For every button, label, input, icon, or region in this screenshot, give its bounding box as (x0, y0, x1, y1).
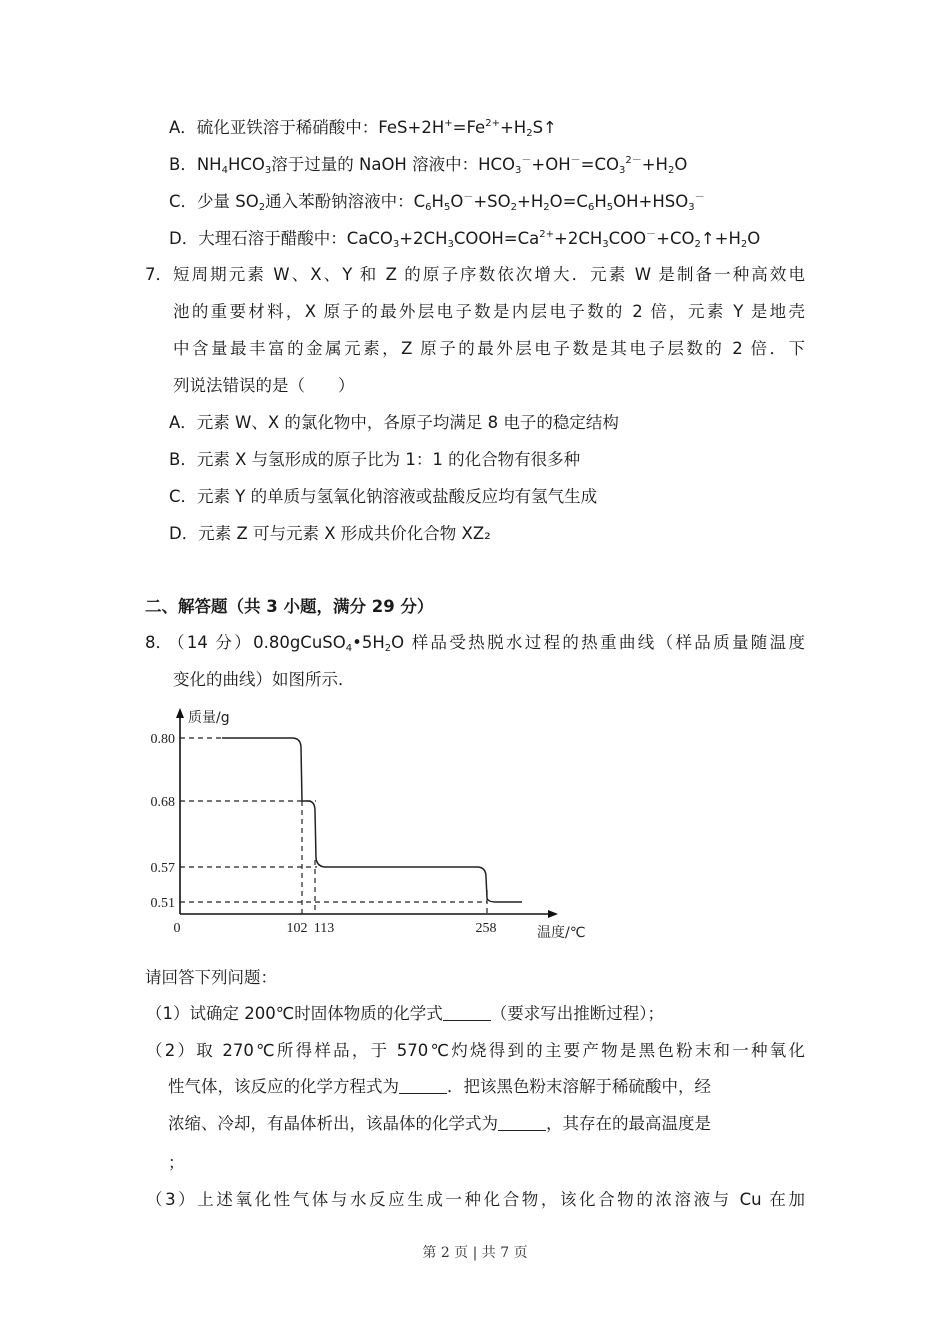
answer-blank[interactable] (443, 1004, 491, 1021)
y-tick-label: 0.68 (150, 795, 175, 810)
option-text: 少量 $SO_2$通入苯酚钠溶液中：$C_6H_5O^-+SO_2+H_2O=C_6H_5OH+HSO_3^-$ (197, 192, 705, 213)
q6-option-d (169, 228, 760, 250)
q8-sub1-after: （要求写出推断过程）； (490, 1004, 665, 1023)
y-tick-label: 0.57 (150, 861, 175, 876)
x-tick-label: 113 (313, 921, 335, 936)
y-axis-arrow-icon (176, 708, 184, 718)
q7-number: 7． (145, 265, 172, 284)
option-text: 元素 W、X 的氯化物中，各原子均满足 8 电子的稳定结构 (196, 413, 619, 432)
option-text: 大理石溶于醋酸中：$CaCO_3+2CH_3COOH=Ca^{2+}+2CH_3COO^-+CO_2↑+H_2O$ (198, 229, 761, 250)
y-tick-label: 0.51 (150, 896, 175, 911)
answer-blank[interactable] (399, 1077, 447, 1094)
option-label: A． (169, 413, 197, 432)
q7-stem-line-1: 短周期元素 W、X、Y 和 Z 的原子序数依次增大．元素 W 是制备一种高效电 (173, 265, 805, 284)
x-axis-label: 温度/℃ (537, 925, 586, 941)
q8-number: 8． (145, 633, 172, 652)
x-tick-label: 102 (286, 921, 308, 936)
q8-sub2-text: 浓缩、冷却，有晶体析出，该晶体的化学式为 (168, 1114, 498, 1133)
q6-option-c (169, 191, 705, 213)
q7-stem-line-2: 池的重要材料，X 原子的最外层电子数是内层电子数的 2 倍，元素 Y 是地壳 (173, 302, 805, 321)
y-tick-label: 0.80 (150, 732, 175, 747)
option-text: 元素 Y 的单质与氢氧化钠溶液或盐酸反应均有氢气生成 (197, 487, 598, 506)
thermogravimetric-chart (140, 700, 600, 950)
q8-sub2-text: ．把该黑色粉末溶解于稀硫酸中，经 (447, 1077, 711, 1096)
option-label: C． (169, 192, 198, 211)
option-text: 元素 X 与氢形成的原子比为 1：1 的化合物有很多种 (196, 450, 581, 469)
option-label: B． (169, 155, 197, 174)
q6-option-b (169, 154, 687, 176)
q8-stem-line-1: （14 分）$0.80gCuSO_4•5H_2O$ 样品受热脱水过程的热重曲线（样品质量随温度 (168, 633, 805, 654)
option-label: D． (169, 524, 199, 543)
q7-stem-line-3: 中含量最丰富的金属元素，Z 原子的最外层电子数是其电子层数的 2 倍．下 (173, 339, 805, 358)
option-text: 硫化亚铁溶于稀硝酸中：$FeS+2H^+=Fe^{2+}+H_2S↑$ (196, 118, 557, 139)
q7-option-b (169, 449, 580, 471)
q8-sub2-line-1: （2）取 270℃所得样品，于 570℃灼烧得到的主要产物是黑色粉末和一种氧化 (146, 1041, 805, 1060)
option-text: 元素 Z 可与元素 X 形成共价化合物 XZ₂ (198, 524, 491, 543)
q8-prompt: 请回答下列问题： (145, 968, 277, 987)
option-text: $NH_4HCO_3$溶于过量的 NaOH 溶液中：$HCO_3^-+OH^-=CO_3^{2-}+H_2O$ (196, 155, 688, 176)
x-tick-label: 258 (475, 921, 497, 936)
q8-sub1-text: （1）试确定 200℃时固体物质的化学式 (146, 1004, 443, 1023)
q7-option-d (169, 523, 491, 545)
q7-option-c (169, 486, 597, 508)
q8-sub2-line-2 (168, 1076, 711, 1098)
option-label: B． (169, 450, 197, 469)
q7-option-a (169, 412, 619, 434)
y-axis-label: 质量/g (188, 710, 230, 726)
mass-curve (222, 738, 522, 902)
q8-sub2-text: ，其存在的最高温度是 (546, 1114, 711, 1133)
page-footer: 第 2 页 | 共 7 页 (422, 1245, 528, 1261)
q8-sub3: （3）上述氧化性气体与水反应生成一种化合物，该化合物的浓溶液与 Cu 在加 (146, 1190, 805, 1209)
answer-blank[interactable] (498, 1114, 546, 1131)
x-tick-label: 0 (173, 921, 181, 936)
option-label: C． (169, 487, 198, 506)
x-axis-arrow-icon (548, 910, 558, 918)
q8-stem-line-2: 变化的曲线）如图所示． (173, 670, 355, 689)
q8-sub2-line-4: ； (168, 1153, 185, 1172)
reference-lines (180, 738, 487, 914)
option-label: A． (169, 118, 197, 137)
q7-stem-line-4: 列说法错误的是（ ） (173, 376, 355, 395)
option-label: D． (169, 229, 199, 248)
q8-sub2-text: 性气体，该反应的化学方程式为 (168, 1077, 399, 1096)
q8-sub2-line-3 (168, 1113, 711, 1135)
section-heading: 二、解答题（共 3 小题，满分 29 分） (145, 597, 434, 616)
q8-sub1 (146, 1003, 664, 1025)
q6-option-a (169, 117, 557, 139)
